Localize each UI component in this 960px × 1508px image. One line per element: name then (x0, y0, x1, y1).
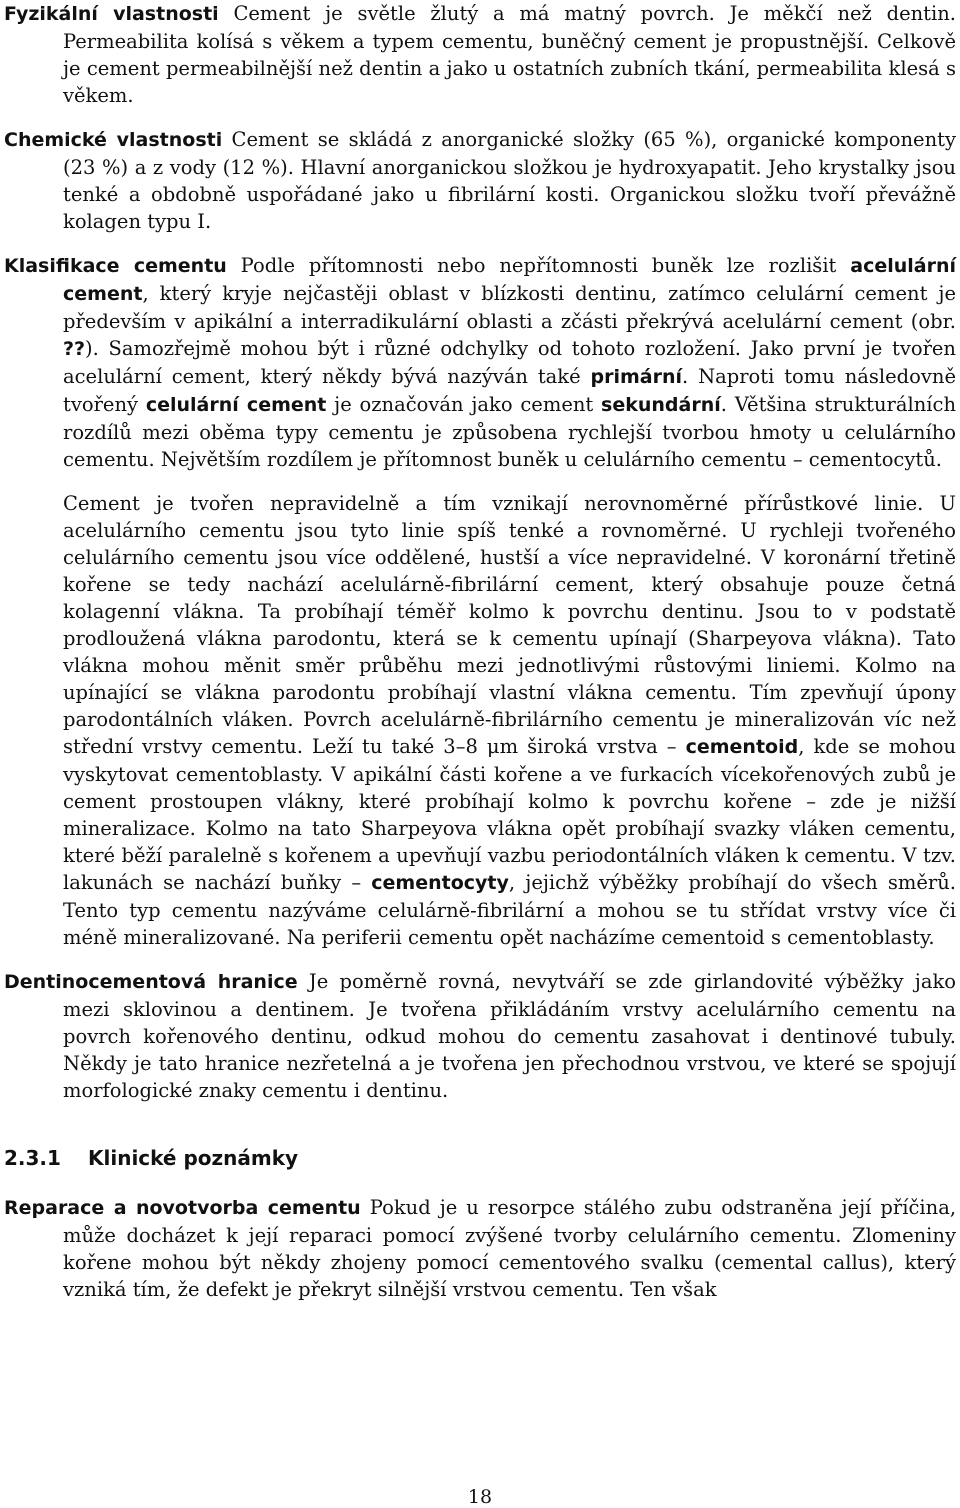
entry-chemical-properties (4, 126, 956, 235)
entry-text: Pokud je u resorpce stálého zubu odstraněna její příčina, může docházet k její reparaci pomocí zvýšené tvorby celulárního cementu. Zlomeniny kořene mohou být někdy zhojeny pomocí cementového svalku (cemental callus), který vzniká tím, že defekt je překryt silnější vrstvou cementu. Ten však (63, 1196, 957, 1301)
entry-text: , který kryje nejčastěji oblast v blízkosti dentinu, zatímco celulární cement je především v apikální a interradikulární oblasti a zčásti překrývá acelulární cement (obr. (63, 282, 956, 333)
entry-text: ). Samozřejmě mohou být i různé odchylky od tohoto rozložení. Jako první je tvořen acelulární cement, který někdy bývá nazýván také (63, 337, 956, 388)
entry-cement-repair (4, 1194, 956, 1303)
entry-physical-properties (4, 0, 956, 109)
term-acellular-cement: acelulární cement (63, 255, 957, 305)
entry-text: . Většina strukturálních rozdílů mezi oběma typy cementu je způsobena rychlejší tvorbou hmoty u celulárního cementu. Největším rozdílem je přítomnost buněk u celulárního cementu – cementocytů. (63, 393, 957, 471)
subsection-title: Klinické poznámky (88, 1146, 299, 1170)
paragraph-text: široká vrstva – (527, 735, 677, 758)
term-cementoid: cementoid (685, 736, 799, 758)
entry-heading: Fyzikální vlastnosti (4, 3, 219, 25)
subsection-number: 2.3.1 (4, 1146, 61, 1170)
term-cellular-cement: celulární cement (145, 394, 327, 416)
entry-heading: Klasifikace cementu (4, 255, 227, 277)
paragraph-text: , kde se mohou vyskytovat cementoblasty. V apikální části kořene a ve furkacích vícekořenových zubů je cement prostoupen vlákny, které probíhají kolmo k povrchu kořene – zde je nižší mineralizace. Kolmo na tato Sharpeyova vlákna opět probíhají svazky vláken cementu, které běží paralelně s kořenem a upevňují vazbu periodontálních vláken k cementu. V tzv. lakunách se nachází buňky – (63, 735, 956, 894)
entry-text: je označován jako cement (334, 393, 594, 416)
term-cementocytes: cementocyty (371, 872, 509, 894)
entry-text: Je poměrně rovná, nevytváří se zde girlandovité výběžky jako mezi sklovinou a dentinem. Je tvořena přikládáním vrstvy acelulárního cementu na povrch kořenového dentinu, odkud mohou do cementu zasahovat i dentinové tubuly. Někdy je tato hranice nezřetelná a je tvořena jen přechodnou vrstvou, ve které se spojují morfologické znaky cementu i dentinu. (63, 970, 956, 1102)
entry-heading: Dentinocementová hranice (4, 971, 298, 993)
subsection-heading (4, 1144, 956, 1172)
unit-micrometer: μm (486, 735, 519, 758)
entry-text: Cement se skládá z anorganické složky (65 %), organické komponenty (23 %) a z vody (12 %). Hlavní anorganickou složkou je hydroxyapatit. Jeho krystalky jsou tenké a obdobně uspořádané jako u fibrilární kosti. Organickou složku tvoří převážně kolagen typu I. (63, 128, 956, 233)
entry-text: Cement je světle žlutý a má matný povrch. Je měkčí než dentin. Permeabilita kolísá s věkem a typem cementu, buněčný cement je propustnější. Celkově je cement permeabilnější než dentin a jako u ostatních zubních tkání, permeabilita klesá s věkem. (63, 2, 956, 107)
term-secondary: sekundární (601, 394, 721, 416)
entry-text: . Naproti tomu následovně tvořený (63, 365, 957, 416)
entry-dentinocemental-junction (4, 968, 956, 1104)
figure-reference: ?? (63, 338, 86, 360)
document-page (4, 0, 956, 1303)
term-primary: primární (590, 366, 683, 388)
page-number: 18 (467, 1486, 493, 1508)
entry-heading: Chemické vlastnosti (4, 129, 223, 151)
paragraph-text: , jejichž výběžky probíhají do všech směrů. Tento typ cementu nazýváme celulárně-fibrilární a mohou se tu střídat vrstvy více či méně mineralizované. Na periferii cementu opět nacházíme cementoid s cementoblasty. (63, 871, 956, 949)
paragraph-incremental-lines (4, 490, 956, 951)
entry-cement-classification (4, 252, 956, 473)
entry-heading: Reparace a novotvorba cementu (4, 1197, 361, 1219)
paragraph-text: Cement je tvořen nepravidelně a tím vznikají nerovnoměrné přírůstkové linie. U acelulárního cementu jsou tyto linie spíš tenké a rovnoměrné. U rychleji tvořeného celulárního cementu jsou více oddělené, hustší a více nepravidelné. V koronární třetině kořene se tedy nachází acelulárně-fibrilární cement, který obsahuje pouze četná kolagenní vlákna. Ta probíhají téměř kolmo k povrchu dentinu. Jsou to v podstatě prodloužená vlákna parodontu, která se k cementu upínají (Sharpeyova vlákna). Tato vlákna mohou měnit směr průběhu mezi jednotlivými růstovými liniemi. Kolmo na upínající se vlákna parodontu probíhají vlastní vlákna cementu. Tím zpevňují úpony parodontálních vláken. Povrch acelulárně-fibrilárního cementu je mineralizován víc než střední vrstvy cementu. Leží tu také 3–8 (63, 492, 956, 758)
entry-text: Podle přítomnosti nebo nepřítomnosti buněk lze rozlišit (240, 254, 837, 277)
